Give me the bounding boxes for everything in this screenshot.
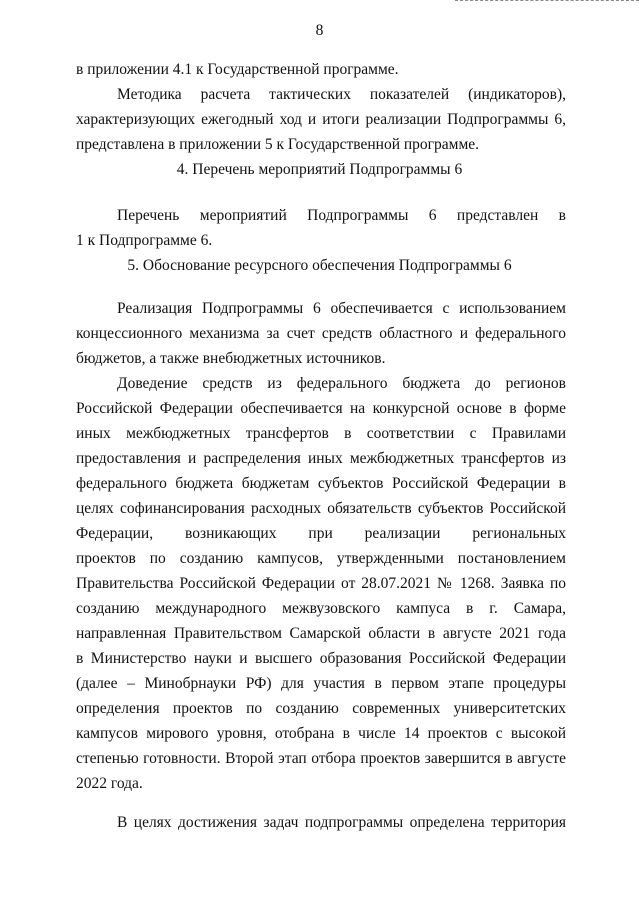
text-line: федерального бюджета бюджетам субъектов Российской Федерации в (76, 475, 566, 492)
text-line: бюджетов, а также внебюджетных источников. (76, 350, 386, 367)
section-heading-5: 5. Обоснование ресурсного обеспечения Подпрограммы 6 (127, 257, 512, 274)
text-line: иных межбюджетных трансфертов в соответствии с Правилами (76, 425, 566, 442)
text-line: характеризующих ежегодный ход и итоги реализации Подпрограммы 6, (76, 111, 566, 128)
text-line: направленная Правительством Самарской области в августе 2021 года (76, 625, 566, 642)
text-line: Доведение средств из федерального бюджета до регионов (117, 375, 566, 392)
text-line: Реализация Подпрограммы 6 обеспечивается с использованием (117, 300, 566, 317)
text-line: в Министерство науки и высшего образования Российской Федерации (76, 650, 566, 667)
text-line: концессионного механизма за счет средств областного и федерального (76, 325, 566, 342)
text-line: определения проектов по созданию современных университетских (76, 700, 566, 717)
text-line: целях софинансирования расходных обязательств субъектов Российской (76, 500, 566, 517)
text-line: Российской Федерации обеспечивается на конкурсной основе в форме (76, 400, 566, 417)
section-heading-4: 4. Перечень мероприятий Подпрограммы 6 (176, 161, 463, 178)
text-line: (далее – Минобрнауки РФ) для участия в первом этапе процедуры (76, 675, 566, 692)
text-line: в приложении 4.1 к Государственной программе. (76, 61, 399, 78)
text-line: представлена в приложении 5 к Государственной программе. (76, 136, 480, 153)
text-line: Федерации, возникающих при реализации региональных (76, 525, 566, 542)
page-number: 8 (315, 22, 324, 39)
text-line: Методика расчета тактических показателей (индикаторов), (117, 86, 566, 103)
text-line: созданию международного межвузовского кампуса в г. Самара, (76, 600, 566, 617)
text-line: степенью готовности. Второй этап отбора проектов завершится в августе (76, 750, 566, 767)
text-line: проектов по созданию кампусов, утвержденными постановлением (76, 550, 566, 567)
text-line: 2022 года. (76, 775, 143, 792)
text-line: Правительства Российской Федерации от 28.07.2021 № 1268. Заявка по (76, 575, 566, 592)
text-line: предоставления и распределения иных межбюджетных трансфертов из (76, 450, 566, 467)
scan-edge-mark (455, 0, 639, 3)
text-line: В целях достижения задач подпрограммы определена территория (117, 814, 566, 831)
text-line: 1 к Подпрограмме 6. (76, 232, 213, 249)
text-line: кампусов мирового уровня, отобрана в числе 14 проектов с высокой (76, 725, 566, 742)
text-line: Перечень мероприятий Подпрограммы 6 представлен в (117, 207, 566, 224)
